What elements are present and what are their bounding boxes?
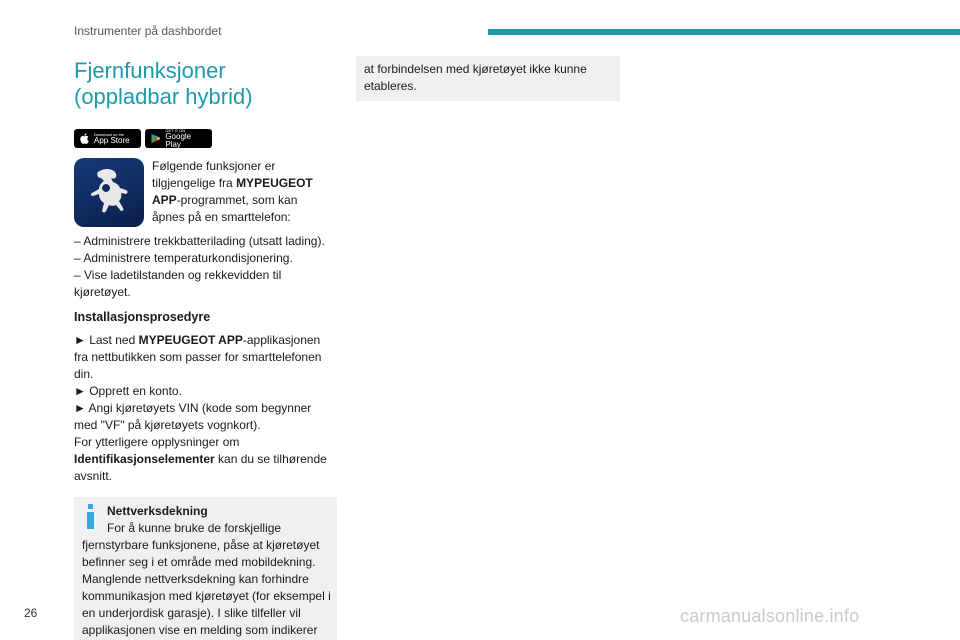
section-header: Instrumenter på dashbordet <box>74 24 222 38</box>
list-item: – Administrere trekkbatterilading (utsatt lading). <box>74 234 325 248</box>
more-info-paragraph <box>74 434 336 485</box>
apple-icon <box>80 133 89 144</box>
right-column <box>356 56 620 101</box>
info-icon <box>86 504 95 529</box>
app-store-small-text: Download on the <box>94 131 125 137</box>
network-paragraph-2: Manglende nettverksdekning kan forhindre kommunikasjon med kjøretøyet (for eksempel i en underjordisk garasje). I slike tilfeller vil applikasjonen vise en melding som indikerer <box>82 572 331 637</box>
network-info-box-continued <box>356 56 620 101</box>
page-number: 26 <box>24 606 38 620</box>
install-step-3: ► Angi kjøretøyets VIN (kode som begynner med "VF" på kjøretøyets vognkort). <box>74 401 312 432</box>
title-line-2: (oppladbar hybrid) <box>74 84 253 109</box>
play-icon <box>151 133 160 144</box>
functions-list <box>74 233 336 301</box>
network-title: Nettverksdekning <box>107 504 208 518</box>
install-step-2: ► Opprett en konto. <box>74 384 182 398</box>
intro-text-a: Følgende funksjoner er tilgjengelige fra <box>152 159 276 190</box>
app-store-badge[interactable] <box>74 129 141 148</box>
intro-app-name: MYPEUGEOT APP <box>152 176 313 207</box>
store-badges <box>74 129 336 148</box>
left-column <box>74 56 336 640</box>
google-play-small-text: GET IT ON <box>165 127 186 133</box>
install-steps <box>74 332 336 485</box>
step1-app-name: MYPEUGEOT APP <box>138 333 243 347</box>
more-link-term: Identifikasjonselementer <box>74 452 215 466</box>
intro-paragraph <box>152 158 332 227</box>
header-accent-bar <box>488 29 960 35</box>
more-text-c: kan du se tilhørende avsnitt. <box>74 452 327 483</box>
install-heading: Installasjonsprosedyre <box>74 310 211 324</box>
peugeot-lion-icon <box>84 167 134 219</box>
page-title <box>74 58 336 110</box>
google-play-badge[interactable] <box>145 129 212 148</box>
network-paragraph-1 <box>82 520 331 571</box>
list-item: – Vise ladetilstanden og rekkevidden til kjøretøyet. <box>74 268 282 299</box>
watermark: carmanualsonline.info <box>680 606 860 626</box>
list-item: – Administrere temperaturkondisjonering. <box>74 251 293 265</box>
app-store-big-text: App Store <box>94 135 130 145</box>
title-line-1: Fjernfunksjoner <box>74 58 226 83</box>
google-play-big-text: Google Play <box>165 131 192 149</box>
intro-text-c: -programmet, som kan åpnes på en smarttelefon: <box>152 193 298 224</box>
install-step-1 <box>74 332 336 383</box>
step1-text-a: ► Last ned <box>74 333 139 347</box>
network-continued-text: at forbindelsen med kjøretøyet ikke kunne etableres. <box>364 62 587 93</box>
network-text-1: For å kunne bruke de forskjellige fjernstyrbare funksjonene, påse at kjøretøyet befinner seg i et område med mobildekning. <box>82 521 320 569</box>
more-text-a: For ytterligere opplysninger om <box>74 435 240 449</box>
network-info-box <box>74 497 337 640</box>
mypeugeot-app-icon <box>74 158 144 227</box>
app-intro <box>74 158 336 227</box>
step1-text-c: -applikasjonen fra nettbutikken som passer for smarttelefonen din. <box>74 333 322 381</box>
